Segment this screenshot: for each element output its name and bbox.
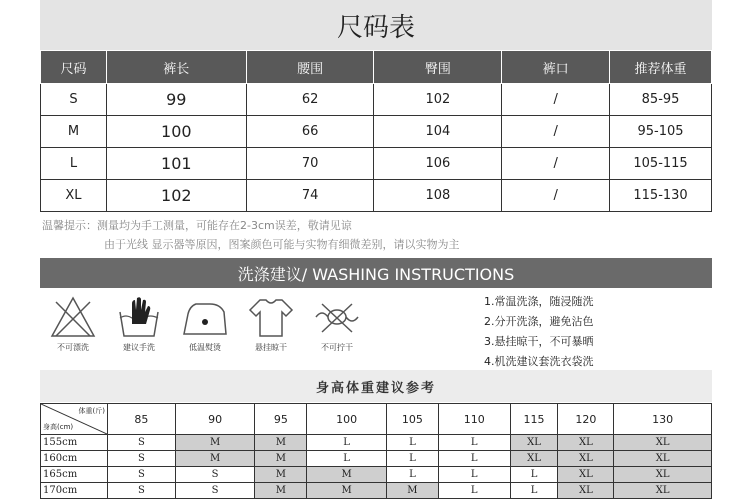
size-table <box>40 50 712 212</box>
measurement-notes <box>42 216 712 254</box>
cell-length: 101 <box>106 148 246 180</box>
header-size: 尺码 <box>41 51 107 84</box>
height-label: 170cm <box>41 483 108 499</box>
size-cell: S <box>175 483 255 499</box>
size-cell: XL <box>558 467 614 483</box>
corner-height-label: 身高(cm) <box>43 423 74 431</box>
wash-label: 建议手洗 <box>123 343 155 352</box>
cell-waist: 66 <box>246 116 374 148</box>
cell-waist: 62 <box>246 84 374 116</box>
cell-hip: 106 <box>374 148 502 180</box>
wash-item <box>304 288 370 368</box>
low-iron-icon <box>180 294 230 340</box>
weight-header: 105 <box>386 404 438 435</box>
cell-hem: / <box>502 180 610 212</box>
size-cell: XL <box>558 451 614 467</box>
cell-weight: 105-115 <box>610 148 712 180</box>
note-line-1: 温馨提示：测量均为手工测量，可能存在2-3cm误差，敬请见谅 <box>42 219 352 232</box>
washing-tips <box>484 292 704 372</box>
size-cell: L <box>510 467 558 483</box>
table-row <box>41 116 712 148</box>
size-cell: M <box>386 483 438 499</box>
size-cell: L <box>438 467 510 483</box>
table-row <box>41 180 712 212</box>
wash-label: 不可拧干 <box>321 343 353 352</box>
hang-dry-icon <box>246 294 296 340</box>
wash-label: 悬挂晾干 <box>255 343 287 352</box>
size-cell: L <box>438 435 510 451</box>
corner-cell <box>41 404 108 435</box>
size-cell: L <box>510 483 558 499</box>
wash-tip: 4.机洗建议套洗衣袋洗 <box>484 355 594 368</box>
wash-label: 不可漂洗 <box>57 343 89 352</box>
cell-hem: / <box>502 84 610 116</box>
weight-header: 100 <box>307 404 387 435</box>
size-cell: XL <box>558 483 614 499</box>
weight-header: 90 <box>175 404 255 435</box>
cell-weight: 85-95 <box>610 84 712 116</box>
size-cell: XL <box>510 451 558 467</box>
header-length: 裤长 <box>106 51 246 84</box>
table-row <box>41 84 712 116</box>
size-cell: M <box>255 483 307 499</box>
cell-length: 100 <box>106 116 246 148</box>
size-cell: M <box>255 467 307 483</box>
weight-header: 115 <box>510 404 558 435</box>
size-cell: L <box>438 451 510 467</box>
height-label: 160cm <box>41 451 108 467</box>
height-weight-title: 身高体重建议参考 <box>40 370 712 402</box>
cell-hem: / <box>502 116 610 148</box>
size-cell: L <box>386 451 438 467</box>
size-cell: S <box>108 435 176 451</box>
size-cell: S <box>108 451 176 467</box>
size-cell: XL <box>614 451 712 467</box>
wash-tip: 2.分开洗涤，避免沾色 <box>484 315 594 328</box>
cell-size: XL <box>41 180 107 212</box>
note-line-2: 由于光线 显示器等原因，图案颜色可能与实物有细微差别，请以实物为主 <box>104 238 460 251</box>
size-cell: XL <box>614 467 712 483</box>
washing-icons <box>40 288 370 368</box>
header-waist: 腰围 <box>246 51 374 84</box>
weight-header: 110 <box>438 404 510 435</box>
size-cell: M <box>175 451 255 467</box>
size-cell: S <box>108 483 176 499</box>
wash-item <box>238 288 304 368</box>
weight-header: 120 <box>558 404 614 435</box>
header-hip: 臀围 <box>374 51 502 84</box>
cell-hip: 108 <box>374 180 502 212</box>
size-table-header <box>41 51 712 84</box>
hand-wash-icon <box>114 294 164 340</box>
cell-size: S <box>41 84 107 116</box>
height-label: 165cm <box>41 467 108 483</box>
corner-weight-label: 体重(斤) <box>78 407 105 415</box>
size-cell: M <box>255 451 307 467</box>
size-cell: S <box>175 467 255 483</box>
size-cell: S <box>108 467 176 483</box>
size-cell: XL <box>558 435 614 451</box>
size-cell: M <box>255 435 307 451</box>
wash-item <box>106 288 172 368</box>
size-cell: XL <box>510 435 558 451</box>
wash-item <box>172 288 238 368</box>
table-row <box>41 467 712 483</box>
cell-waist: 74 <box>246 180 374 212</box>
cell-size: L <box>41 148 107 180</box>
cell-weight: 95-105 <box>610 116 712 148</box>
weight-header: 130 <box>614 404 712 435</box>
height-label: 155cm <box>41 435 108 451</box>
no-wring-icon <box>312 294 362 340</box>
wash-tip: 1.常温洗涤，随浸随洗 <box>484 295 594 308</box>
size-cell: M <box>175 435 255 451</box>
cell-hip: 104 <box>374 116 502 148</box>
size-chart-title: 尺码表 <box>40 0 712 50</box>
wash-item <box>40 288 106 368</box>
size-cell: M <box>307 467 387 483</box>
size-cell: M <box>307 483 387 499</box>
size-cell: L <box>386 435 438 451</box>
height-weight-table <box>40 403 712 499</box>
size-cell: XL <box>614 483 712 499</box>
cell-length: 102 <box>106 180 246 212</box>
no-bleach-icon <box>48 294 98 340</box>
table-row <box>41 483 712 499</box>
cell-size: M <box>41 116 107 148</box>
weight-header: 85 <box>108 404 176 435</box>
weight-header-row <box>41 404 712 435</box>
wash-label: 低温熨烫 <box>189 343 221 352</box>
size-cell: L <box>307 451 387 467</box>
header-hem: 裤口 <box>502 51 610 84</box>
cell-weight: 115-130 <box>610 180 712 212</box>
washing-title: 洗涤建议/ WASHING INSTRUCTIONS <box>40 258 712 288</box>
cell-length: 99 <box>106 84 246 116</box>
size-cell: L <box>386 467 438 483</box>
table-row <box>41 435 712 451</box>
size-cell: L <box>307 435 387 451</box>
wash-tip: 3.悬挂晾干，不可暴晒 <box>484 335 594 348</box>
weight-header: 95 <box>255 404 307 435</box>
table-row <box>41 451 712 467</box>
header-weight: 推荐体重 <box>610 51 712 84</box>
size-cell: XL <box>614 435 712 451</box>
table-row <box>41 148 712 180</box>
cell-hem: / <box>502 148 610 180</box>
cell-hip: 102 <box>374 84 502 116</box>
size-cell: L <box>438 483 510 499</box>
cell-waist: 70 <box>246 148 374 180</box>
